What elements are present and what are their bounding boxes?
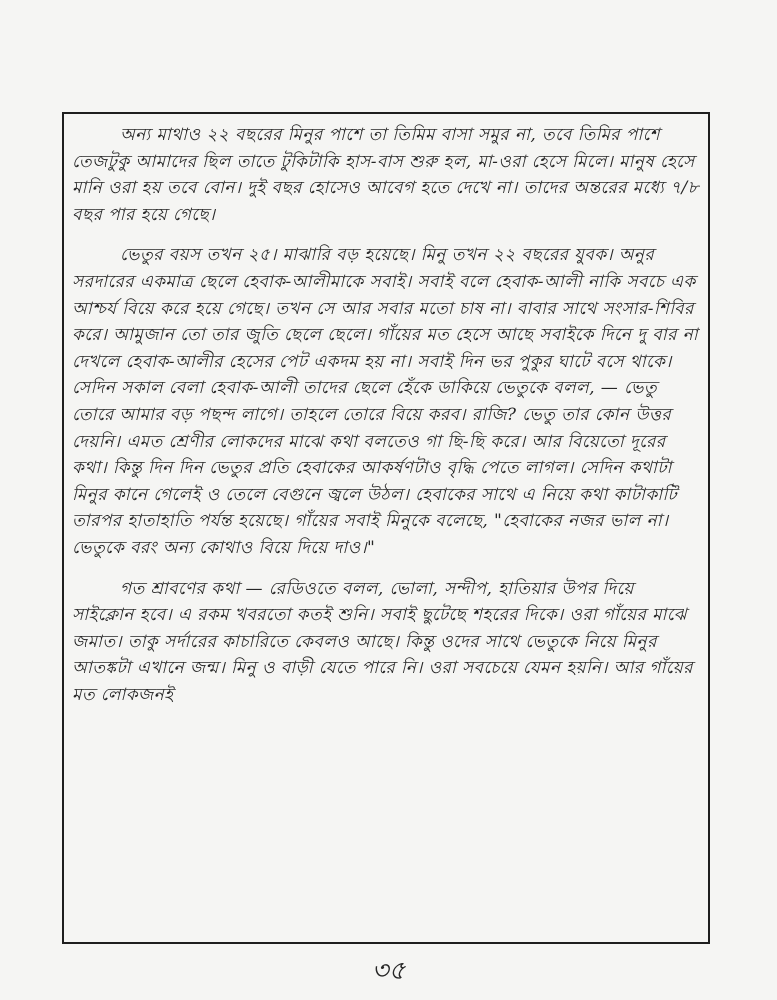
paragraph-1: অন্য মাথাও ২২ বছরের মিনুর পাশে তা তিমিম বাসা সমুর না, তবে তিমির পাশে তেজটুকু আমাদের ছিল তাতে টুকিটাকি হাস-বাস শুরু হল, মা-ওরা হেসে মিলে। মানুষ হেসে মানি ওরা হয় তবে বোন। দুই বছর হোসেও আবেগ হতে দেখে না। তাদের অন্তরের মধ্যে ৭/৮ বছর পার হয়ে গেছে। [72, 125, 700, 225]
page-number: ৩৫ [371, 956, 406, 986]
paragraph-2: ভেতুর বয়স তখন ২৫। মাঝারি বড় হয়েছে। মিনু তখন ২২ বছরের যুবক। অনুর সরদারের একমাত্র ছেলে হেবাক-আলীমাকে সবাই। সবাই বলে হেবাক-আলী নাকি সবচে এক আশ্চর্য বিয়ে করে হয়ে গেছে। তখন সে আর সবার মতো চাষ না। বাবার সাথে সংসার-শিবির করে। আমুজান তো তার জুতি ছেলে ছেলে। গাঁয়ের মত হেসে আছে সবাইকে দিনে দু বার না দেখলে হেবাক-আলীর হেসের পেট একদম হয় না। সবাই দিন ভর পুকুর ঘাটে বসে থাকে। সেদিন সকাল বেলা হেবাক-আলী তাদের ছেলে হেঁকে ডাকিয়ে ভেতুকে বলল, — ভেতু তোরে আমার বড় পছন্দ লাগে। তাহলে তোরে বিয়ে করব। রাজি? ভেতু তার কোন উত্তর দেয়নি। এমত শ্রেণীর লোকদের মাঝে কথা বলতেও গা ছি-ছি করে। আর বিয়েতো দূরের কথা। কিন্তু দিন দিন ভেতুর প্রতি হেবাকের আকর্ষণটাও বৃদ্ধি পেতে লাগল। সেদিন কথাটা মিনুর কানে গেলেই ও তেলে বেগুনে জ্বলে উঠল। হেবাকের সাথে এ নিয়ে কথা কাটাকাটি তারপর হাতাহাতি পর্যন্ত হয়েছে। গাঁয়ের সবাই মিনুকে বলেছে, "হেবাকের নজর ভাল না। ভেতুকে বরং অন্য কোথাও বিয়ে দিয়ে দাও।" [72, 245, 699, 558]
text-frame [62, 112, 710, 944]
handwritten-text [72, 122, 700, 934]
paragraph-3: গত শ্রাবণের কথা — রেডিওতে বলল, ভোলা, সন্দীপ, হাতিয়ার উপর দিয়ে সাইক্লোন হবে। এ রকম খবরতো কতই শুনি। সবাই ছুটেছে শহরের দিকে। ওরা গাঁয়ের মাঝে জমাত। তাকু সর্দারের কাচারিতে কেবলও আছে। কিন্তু ওদের সাথে ভেতুকে নিয়ে মিনুর আতঙ্কটা এখানে জন্ম। মিনু ও বাড়ী যেতে পারে নি। ওরা সবচেয়ে যেমন হয়নি। আর গাঁয়ের মত লোকজনই [72, 578, 693, 705]
